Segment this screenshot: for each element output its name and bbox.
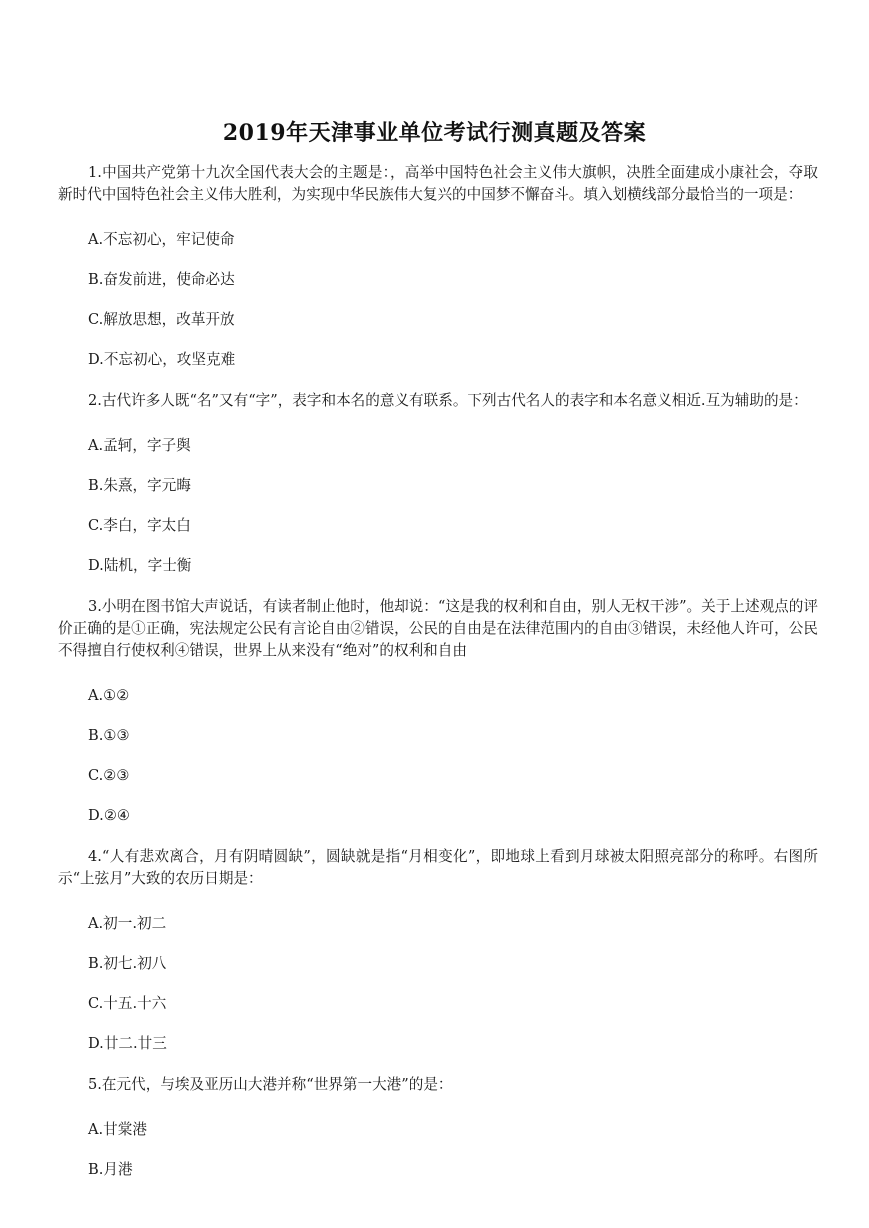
option-a: A.孟轲，字子舆	[88, 437, 191, 454]
option-list	[58, 904, 818, 1064]
question-text: 5.在元代，与埃及亚历山大港并称“世界第一大港”的是：	[88, 1076, 453, 1093]
option-c: C.解放思想，改革开放	[88, 311, 235, 328]
question-text: 4.“人有悲欢离合，月有阴晴圆缺”，圆缺就是指“月相变化”，即地球上看到月球被太阳照亮部分的称呼。右图所示“上弦月”大致的农历日期是：	[58, 848, 818, 887]
option-b: B.朱熹，字元晦	[88, 477, 191, 494]
document-title: 2019年天津事业单位考试行测真题及答案	[222, 120, 647, 146]
option-c: C.李白，字太白	[88, 517, 191, 534]
option-b: B.①③	[88, 727, 130, 744]
question-text: 2.古代许多人既“名”又有“字”，表字和本名的意义有联系。下列古代名人的表字和本名意义相近.互为辅助的是：	[88, 392, 808, 409]
option-c: C.十五.十六	[88, 995, 167, 1012]
option-list	[58, 1110, 818, 1190]
option-d: D.不忘初心，攻坚克难	[88, 351, 236, 368]
question-text: 3.小明在图书馆大声说话，有读者制止他时，他却说：“这是我的权利和自由，别人无权干涉”。关于上述观点的评价正确的是①正确，宪法规定公民有言论自由②错误，公民的自由是在法律范围内的自由③错误，未经他人许可，公民不得擅自行使权利④错误，世界上从来没有“绝对”的权利和自由	[58, 598, 818, 659]
option-a: A.①②	[88, 687, 130, 704]
question-3	[58, 596, 818, 836]
option-list	[58, 220, 818, 380]
document-body	[58, 162, 818, 1190]
question-2	[58, 390, 818, 586]
option-a: A.甘棠港	[88, 1121, 147, 1138]
option-b: B.奋发前进，使命必达	[88, 271, 235, 288]
option-list	[58, 676, 818, 836]
option-a: A.初一.初二	[88, 915, 167, 932]
option-d: D.陆机，字士衡	[88, 557, 192, 574]
question-4	[58, 846, 818, 1064]
question-text: 1.中国共产党第十九次全国代表大会的主题是：，高举中国特色社会主义伟大旗帜，决胜全面建成小康社会，夺取新时代中国特色社会主义伟大胜利，为实现中华民族伟大复兴的中国梦不懈奋斗。填入划横线部分最恰当的一项是：	[58, 164, 818, 203]
question-1	[58, 162, 818, 380]
option-d: D.②④	[88, 807, 130, 824]
option-c: C.②③	[88, 767, 130, 784]
question-5	[58, 1074, 818, 1190]
option-d: D.廿二.廿三	[88, 1035, 167, 1052]
option-b: B.月港	[88, 1161, 133, 1178]
option-b: B.初七.初八	[88, 955, 167, 972]
option-a: A.不忘初心，牢记使命	[88, 231, 235, 248]
option-list	[58, 426, 818, 586]
